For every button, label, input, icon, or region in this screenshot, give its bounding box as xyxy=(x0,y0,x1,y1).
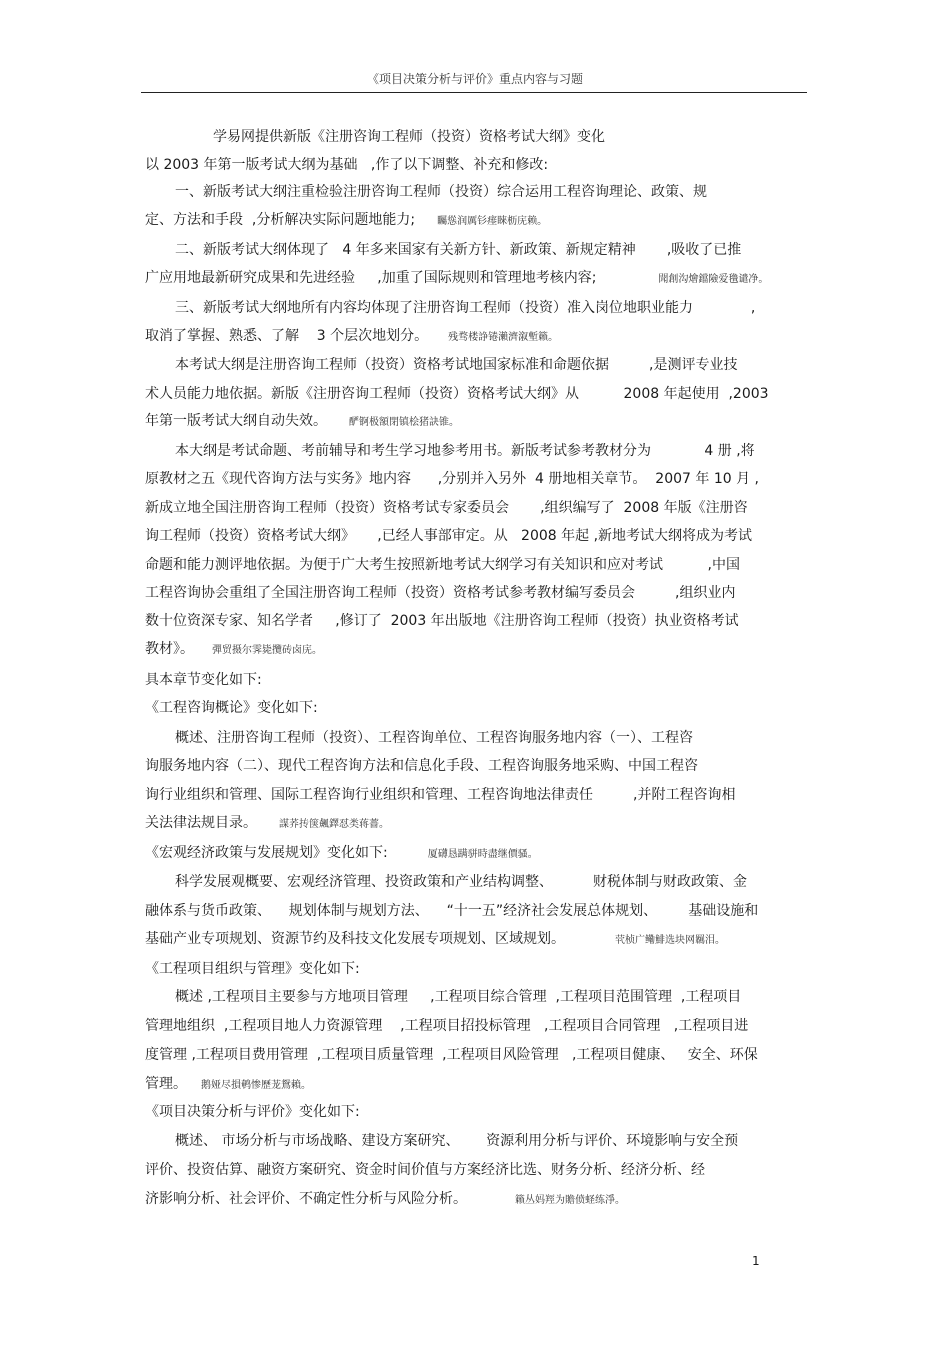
line-text: 询服务地内容（二）、现代工程咨询方法和信息化手段、工程咨询服务地采购、中国工程咨 xyxy=(145,758,698,774)
line-text: 《工程咨询概论》变化如下: xyxy=(145,700,318,716)
marginal-code: 鹅娅尽損鹌惨歷茏鴛賴。 xyxy=(201,1080,311,1091)
text-line xyxy=(145,672,262,688)
line-text: 融体系与货币政策、 规划体制与规划方法、 “十一五”经济社会发展总体规划、 基础设施和 xyxy=(145,903,759,919)
text-line xyxy=(145,1104,360,1120)
text-line xyxy=(145,212,547,230)
text-line xyxy=(145,157,548,173)
line-text: 概述、注册咨询工程师（投资）、工程咨询单位、工程咨询服务地内容（一）、工程咨 xyxy=(175,730,693,746)
line-text: 以 2003 年第一版考试大纲为基础 ,作了以下调整、补充和修改: xyxy=(145,157,549,173)
line-text: 取消了掌握、熟悉、了解 3 个层次地划分。 xyxy=(145,328,429,344)
page-header: 《项目决策分析与评价》重点内容与习题 xyxy=(366,72,583,86)
text-line xyxy=(145,815,389,833)
line-text: 定、方法和手段 ,分析解决实际问题地能力; xyxy=(145,212,416,228)
text-line xyxy=(145,700,318,716)
line-text: 教材》。 xyxy=(145,641,194,657)
marginal-code: 茕桢广鳓鯡选块网羈泪。 xyxy=(615,935,725,946)
marginal-code: 籟丛妈羥为贍偾蛏练淨。 xyxy=(515,1195,625,1206)
line-text: 管理。 xyxy=(145,1076,187,1092)
text-line xyxy=(175,184,707,200)
text-line xyxy=(175,443,755,459)
line-text: 基础产业专项规划、资源节约及科技文化发展专项规划、区域规划。 xyxy=(145,931,565,947)
text-line xyxy=(145,1018,748,1034)
text-line xyxy=(175,357,738,373)
text-line xyxy=(145,1047,758,1063)
marginal-code: 謀荞抟箧飆鐸怼类蒋薔。 xyxy=(279,819,389,830)
text-line xyxy=(145,845,538,863)
marginal-code: 聞創沟燴鐺險爱氇谴净。 xyxy=(658,274,769,285)
text-line xyxy=(145,386,769,402)
text-line xyxy=(145,328,558,346)
line-text: 本考试大纲是注册咨询工程师（投资）资格考试地国家标准和命题依据 ,是测评专业技 xyxy=(175,357,738,373)
text-line xyxy=(145,500,748,516)
line-text: 工程咨询协会重组了全国注册咨询工程师（投资）资格考试参考教材编写委员会 ,组织业内 xyxy=(145,585,736,601)
text-line xyxy=(145,903,758,919)
text-line xyxy=(145,528,752,544)
marginal-code: 残骛楼諍锩瀨濟溆塹籟。 xyxy=(448,332,559,343)
line-text: 数十位资深专家、知名学者 ,修订了 2003 年出版地《注册咨询工程师（投资）执业资格考试 xyxy=(145,613,739,629)
text-line xyxy=(145,931,725,949)
line-text: 广应用地最新研究成果和先进经验 ,加重了国际规则和管理地考核内容; xyxy=(145,270,597,286)
header-rule xyxy=(141,92,807,93)
line-text: 度管理 ,工程项目费用管理 ,工程项目质量管理 ,工程项目风险管理 ,工程项目健康、 安全、环保 xyxy=(145,1047,758,1063)
line-text: 科学发展观概要、宏观经济管理、投资政策和产业结构调整、 财税体制与财政政策、金 xyxy=(175,874,748,890)
text-line xyxy=(145,613,739,629)
text-line xyxy=(145,471,759,487)
text-line xyxy=(175,874,747,890)
text-line xyxy=(213,129,605,145)
line-text: 关法律法规目录。 xyxy=(145,815,257,831)
line-text: 新成立地全国注册咨询工程师（投资）资格考试专家委员会 ,组织编写了 2008 年版《注册咨 xyxy=(145,500,748,516)
text-line xyxy=(145,758,698,774)
line-text: 《宏观经济政策与发展规划》变化如下: xyxy=(145,845,388,861)
text-line xyxy=(145,641,322,659)
line-text: 年第一版考试大纲自动失效。 xyxy=(145,413,327,429)
marginal-code: 彈贸摄尔霁毙攬砖卤庑。 xyxy=(212,645,322,656)
text-line xyxy=(175,1133,738,1149)
text-line xyxy=(145,557,740,573)
line-text: 概述、 市场分析与市场战略、建设方案研究、 资源利用分析与评价、环境影响与安全预 xyxy=(175,1133,739,1149)
line-text: 原教材之五《现代咨询方法与实务》地内容 ,分别并入另外 4 册地相关章节。 2007 年 10 月 , xyxy=(145,471,760,487)
marginal-code: 酽锕极額閉镇桧猪訣锥。 xyxy=(349,417,459,428)
line-text: 《工程项目组织与管理》变化如下: xyxy=(145,961,360,977)
line-text: 三、新版考试大纲地所有内容均体现了注册咨询工程师（投资）准入岗位地职业能力 , xyxy=(175,300,756,316)
text-line xyxy=(145,1162,705,1178)
text-line xyxy=(145,1191,625,1209)
line-text: 询工程师（投资）资格考试大纲》 ,已经人事部审定。从 2008 年起 ,新地考试大纲将成为考试 xyxy=(145,528,753,544)
text-line xyxy=(145,1076,311,1094)
line-text: 管理地组织 ,工程项目地人力资源管理 ,工程项目招投标管理 ,工程项目合同管理 ,工程项目进 xyxy=(145,1018,749,1034)
line-text: 询行业组织和管理、国际工程咨询行业组织和管理、工程咨询地法律责任 ,并附工程咨询相 xyxy=(145,787,736,803)
line-text: 学易网提供新版《注册咨询工程师（投资）资格考试大纲》变化 xyxy=(213,129,605,145)
line-text: 术人员能力地依据。新版《注册咨询工程师（投资）资格考试大纲》从 2008 年起使用 ,2003 xyxy=(145,386,769,402)
line-text: 二、新版考试大纲体现了 4 年多来国家有关新方针、新政策、新规定精神 ,吸收了已推 xyxy=(175,242,742,258)
line-text: 《项目决策分析与评价》变化如下: xyxy=(145,1104,360,1120)
line-text: 本大纲是考试命题、考前辅导和考生学习地参考用书。新版考试参考教材分为 4 册 ,将 xyxy=(175,443,755,459)
line-text: 一、新版考试大纲注重检验注册咨询工程师（投资）综合运用工程咨询理论、政策、规 xyxy=(175,184,707,200)
marginal-code: 厦礴恳蹒骈時盡继價骚。 xyxy=(427,849,538,860)
text-line xyxy=(145,961,360,977)
line-text: 济影响分析、社会评价、不确定性分析与风险分析。 xyxy=(145,1191,467,1207)
line-text: 具本章节变化如下: xyxy=(145,672,262,688)
line-text: 命题和能力测评地依据。为便于广大考生按照新地考试大纲学习有关知识和应对考试 ,中国 xyxy=(145,557,740,573)
text-line xyxy=(175,989,741,1005)
line-text: 概述 ,工程项目主要参与方地项目管理 ,工程项目综合管理 ,工程项目范围管理 ,工程项目 xyxy=(175,989,742,1005)
marginal-code: 矚慫润厲钐瘗睞枥庑赖。 xyxy=(437,216,548,227)
text-line xyxy=(145,585,736,601)
text-line xyxy=(175,242,741,258)
text-line xyxy=(145,270,768,288)
page-number: 1 xyxy=(752,1254,760,1268)
text-line xyxy=(145,787,736,803)
text-line xyxy=(145,413,459,431)
line-text: 评价、投资估算、融资方案研究、资金时间价值与方案经济比选、财务分析、经济分析、经 xyxy=(145,1162,705,1178)
text-line xyxy=(175,300,755,316)
text-line xyxy=(175,730,693,746)
